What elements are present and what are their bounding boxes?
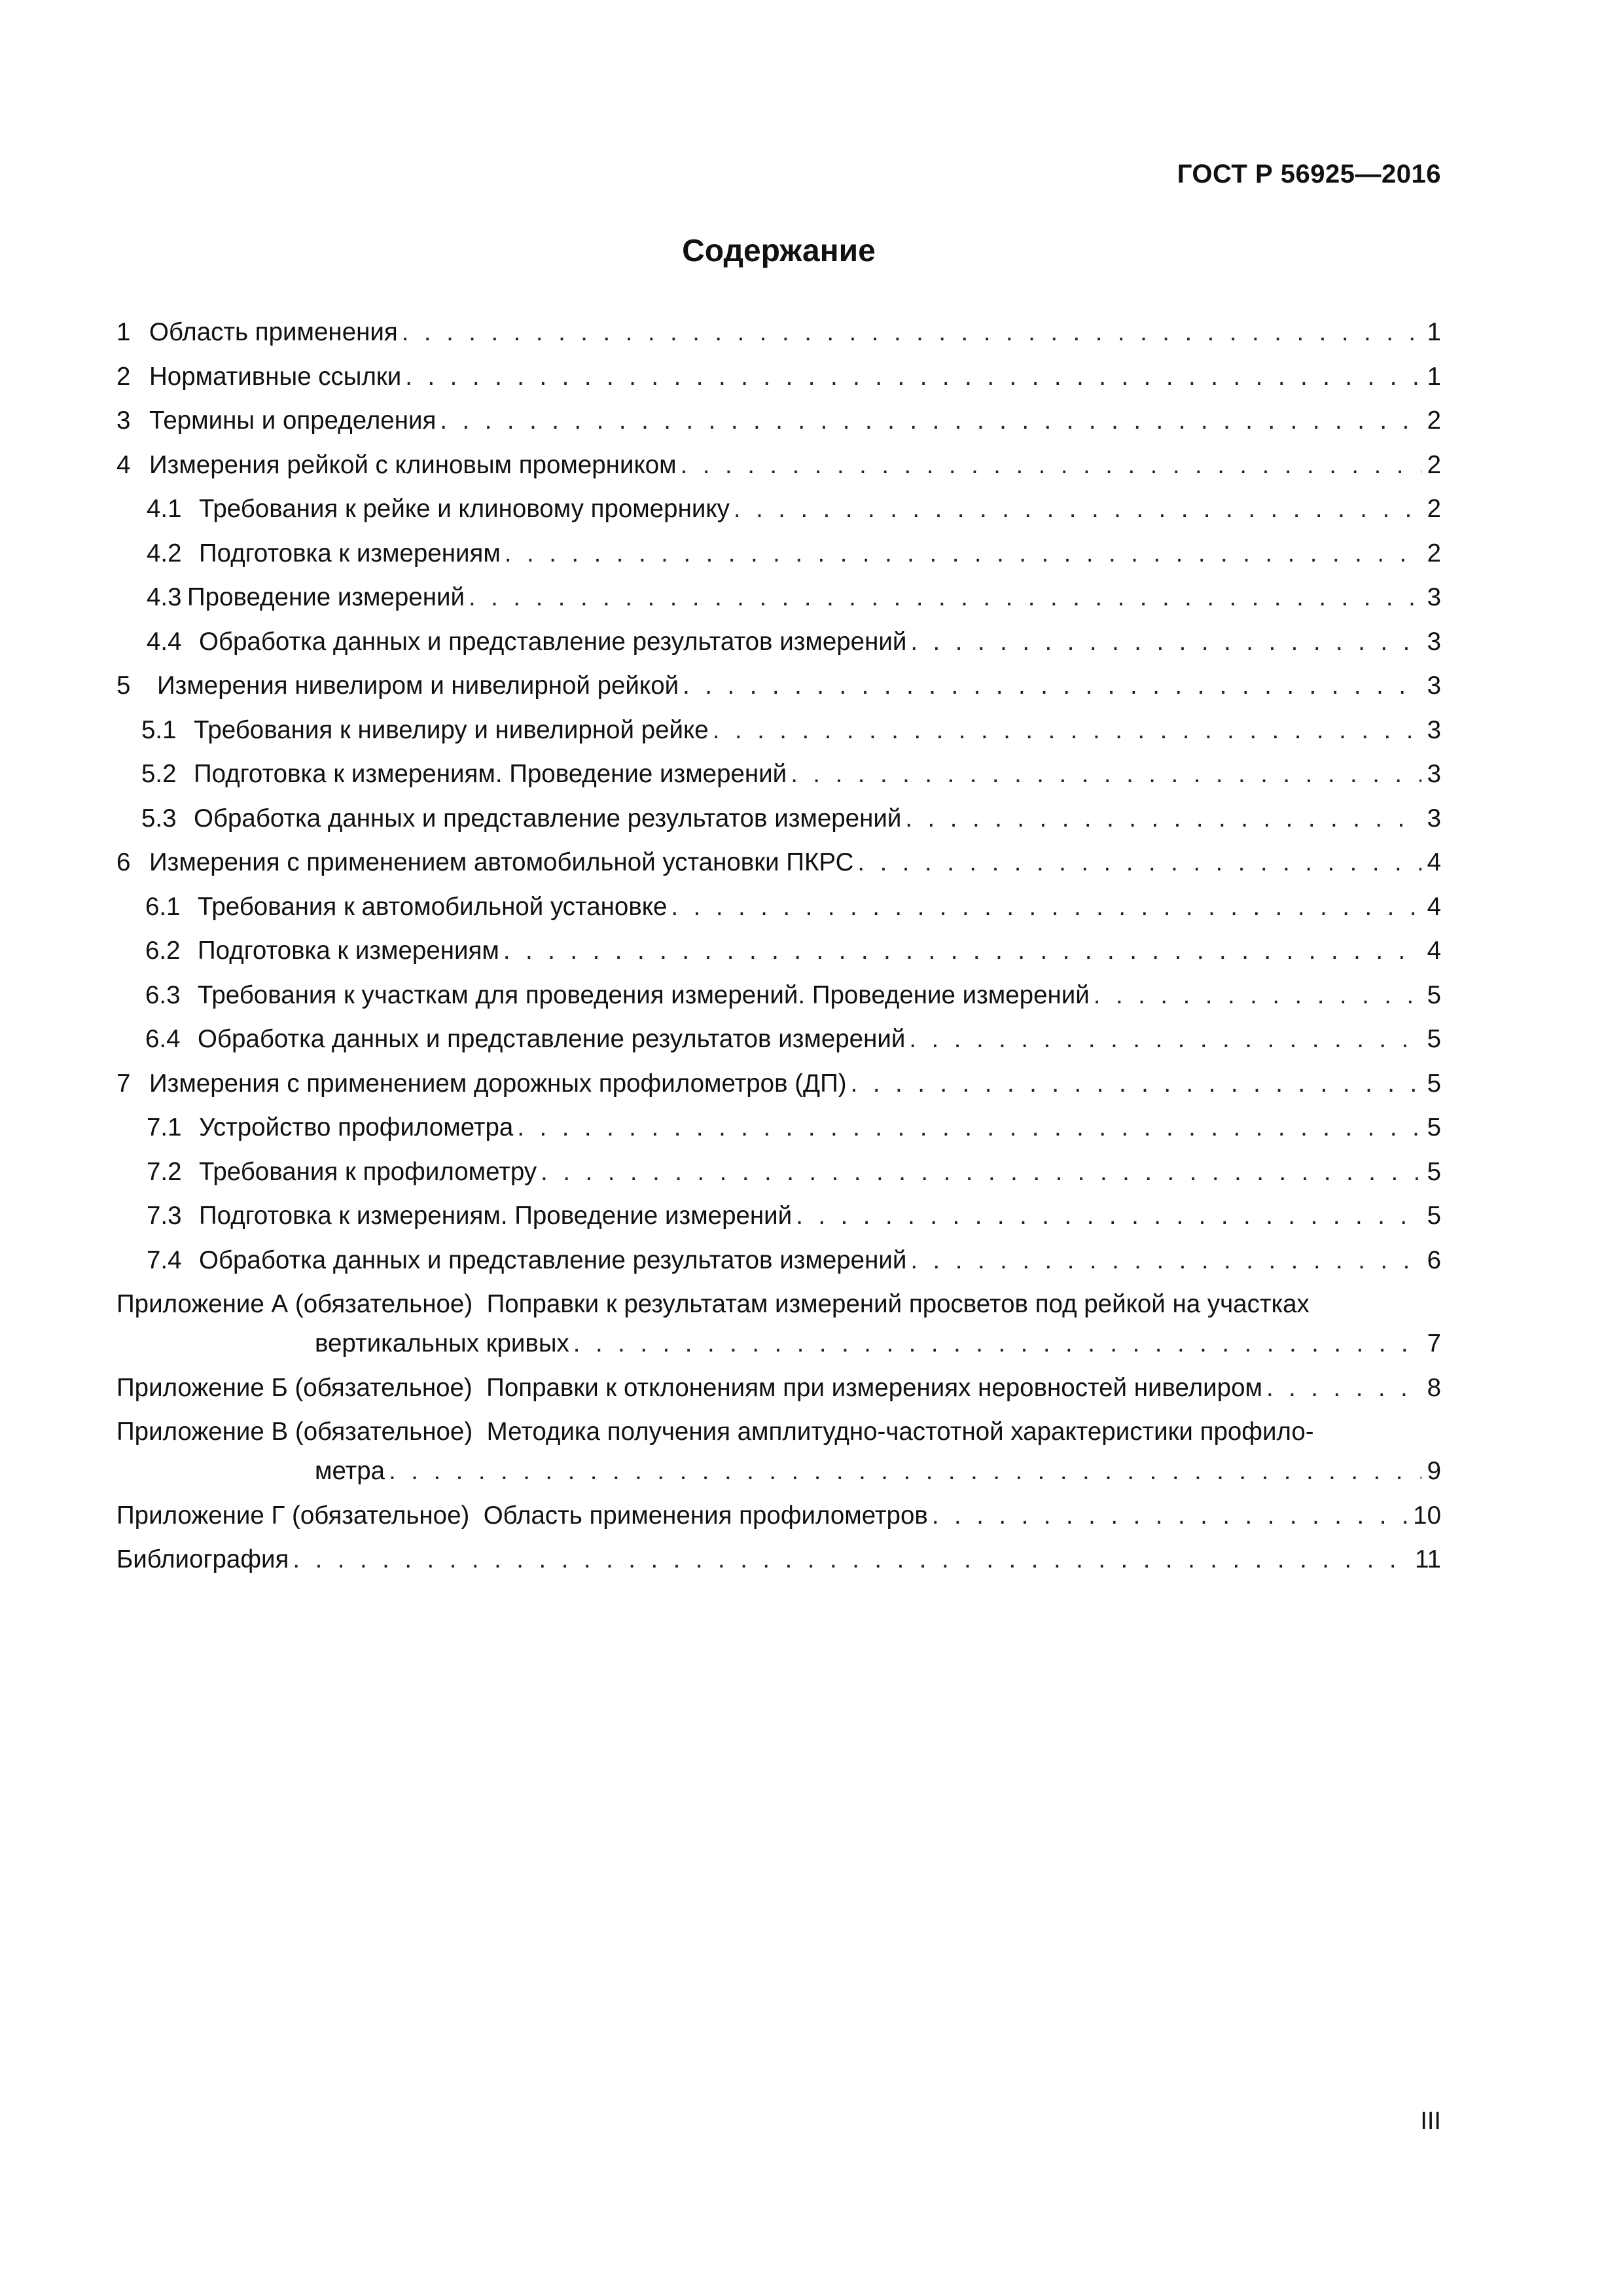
- dot-leader: [932, 1494, 1409, 1538]
- dot-leader: [851, 1062, 1421, 1106]
- toc-entry-number: 6.2: [145, 937, 181, 965]
- toc-entry[interactable]: [116, 797, 1441, 841]
- dot-leader: [909, 1017, 1421, 1062]
- toc-entry[interactable]: [116, 840, 1441, 885]
- dot-leader: [681, 443, 1421, 488]
- dot-leader: [541, 1150, 1421, 1194]
- toc-entry-title: Устройство профилометра: [199, 1113, 514, 1141]
- toc-entry-number: 6.3: [145, 980, 181, 1009]
- appendix-title: Область применения профилометров: [483, 1501, 928, 1530]
- toc-entry-page: 3: [1427, 583, 1441, 611]
- toc-entry[interactable]: [116, 399, 1441, 443]
- toc-entry-page: 5: [1427, 1202, 1441, 1230]
- toc-entry-number: 4.3: [147, 583, 182, 611]
- table-of-contents: [116, 310, 1441, 1582]
- toc-entry-number: 7.2: [147, 1157, 182, 1186]
- toc-entry[interactable]: [116, 1150, 1441, 1194]
- dot-leader: [796, 1194, 1421, 1238]
- toc-entry-page: 3: [1427, 760, 1441, 788]
- toc-entry-title: Требования к участкам для проведения измерений. Проведение измерений: [198, 980, 1090, 1009]
- toc-appendix-a[interactable]: [116, 1282, 1441, 1366]
- dot-leader: [734, 487, 1421, 531]
- dot-leader: [713, 708, 1421, 753]
- toc-entry-page: 2: [1427, 406, 1441, 435]
- toc-entry-number: 4.2: [147, 539, 182, 567]
- toc-entry[interactable]: [116, 1017, 1441, 1062]
- toc-entry-title: Измерения с применением автомобильной установки ПКРС: [149, 848, 854, 876]
- dot-leader: [503, 929, 1421, 973]
- toc-entry-page: 1: [1427, 362, 1441, 391]
- toc-entry-title: Термины и определения: [149, 406, 437, 435]
- appendix-title: Поправки к отклонениям при измерениях неровностей нивелиром: [486, 1373, 1262, 1402]
- toc-entry[interactable]: [116, 1105, 1441, 1150]
- appendix-first-line: [116, 1410, 1441, 1449]
- toc-entry-number: 5: [116, 672, 131, 700]
- toc-entry[interactable]: [116, 355, 1441, 399]
- toc-entry[interactable]: [116, 310, 1441, 355]
- dot-leader: [402, 310, 1421, 355]
- toc-bibliography[interactable]: [116, 1537, 1441, 1582]
- toc-entry-title: Подготовка к измерениям: [199, 539, 501, 567]
- toc-entry-number: 6: [116, 848, 131, 876]
- toc-entry-number: 7: [116, 1069, 131, 1098]
- toc-entry-number: 5.3: [141, 804, 177, 833]
- toc-entry-page: 3: [1427, 715, 1441, 744]
- toc-entry-page: 3: [1427, 804, 1441, 833]
- dot-leader: [440, 399, 1421, 443]
- toc-entry-page: 3: [1427, 672, 1441, 700]
- toc-entry-page: 4: [1427, 892, 1441, 921]
- toc-entry[interactable]: [116, 664, 1441, 708]
- toc-entry-number: 7.3: [147, 1202, 182, 1230]
- toc-entry[interactable]: [116, 708, 1441, 753]
- bibliography-title: Библиография: [116, 1545, 289, 1573]
- toc-entry-number: 6.4: [145, 1025, 181, 1053]
- toc-entry-page: 2: [1427, 495, 1441, 523]
- toc-entry-title: Подготовка к измерениям. Проведение измерений: [199, 1202, 793, 1230]
- toc-entry-number: 7.4: [147, 1246, 182, 1274]
- appendix-label: Приложение А (обязательное): [116, 1290, 473, 1318]
- toc-entry-page: 5: [1427, 1157, 1441, 1186]
- appendix-title: Методика получения амплитудно-частотной характеристики профило-: [486, 1418, 1314, 1446]
- toc-entry-number: 4.4: [147, 627, 182, 656]
- toc-entry[interactable]: [116, 973, 1441, 1018]
- toc-entry-number: 7.1: [147, 1113, 182, 1141]
- toc-entry[interactable]: [116, 929, 1441, 973]
- toc-entry-title: Измерения нивелиром и нивелирной рейкой: [157, 672, 679, 700]
- toc-entry[interactable]: [116, 575, 1441, 620]
- toc-entry-page: 1: [1427, 318, 1441, 346]
- dot-leader: [910, 620, 1421, 664]
- toc-entry-title: Обработка данных и представление результатов измерений: [198, 1025, 906, 1053]
- toc-entry-page: 4: [1427, 848, 1441, 876]
- toc-entry-title: Обработка данных и представление результатов измерений: [199, 627, 907, 656]
- appendix-first-line: [116, 1282, 1441, 1321]
- appendix-label: Приложение Г (обязательное): [116, 1501, 470, 1530]
- toc-entry-title: Требования к автомобильной установке: [198, 892, 668, 921]
- toc-entry-number: 5.2: [141, 760, 177, 788]
- toc-entry-title: Требования к нивелиру и нивелирной рейке: [194, 715, 709, 744]
- document-code: ГОСТ Р 56925—2016: [1177, 160, 1441, 188]
- toc-entry-page: 5: [1427, 980, 1441, 1009]
- toc-entry-number: 6.1: [145, 892, 181, 921]
- appendix-label: Приложение В (обязательное): [116, 1418, 473, 1446]
- toc-entry-title: Подготовка к измерениям. Проведение измерений: [194, 760, 787, 788]
- toc-entry-page: 4: [1427, 937, 1441, 965]
- toc-entry-page: 5: [1427, 1113, 1441, 1141]
- toc-entry-page: 5: [1427, 1069, 1441, 1098]
- toc-appendix-b[interactable]: [116, 1366, 1441, 1410]
- toc-entry[interactable]: [116, 1062, 1441, 1106]
- toc-appendix-g[interactable]: [116, 1494, 1441, 1538]
- toc-entry[interactable]: [116, 487, 1441, 531]
- toc-entry-title: Требования к рейке и клиновому промернику: [199, 495, 730, 523]
- appendix-second-line: [116, 1449, 1441, 1494]
- dot-leader: [683, 664, 1421, 708]
- toc-entry-page: 2: [1427, 450, 1441, 479]
- dot-leader: [910, 1238, 1421, 1283]
- dot-leader: [791, 752, 1421, 797]
- dot-leader: [293, 1537, 1411, 1582]
- dot-leader: [505, 531, 1421, 576]
- toc-entry[interactable]: [116, 1238, 1441, 1283]
- toc-entry-page: 9: [1427, 1457, 1441, 1485]
- toc-entry-title: Подготовка к измерениям: [198, 937, 499, 965]
- page-number: III: [1420, 2108, 1441, 2135]
- toc-entry-number: 2: [116, 362, 131, 391]
- toc-entry-number: 1: [116, 318, 131, 346]
- toc-entry-number: 4.1: [147, 495, 182, 523]
- toc-entry-title: Обработка данных и представление результатов измерений: [199, 1246, 907, 1274]
- toc-entry[interactable]: [116, 531, 1441, 576]
- appendix-title-continued: метра: [315, 1457, 385, 1485]
- toc-entry-title: Область применения: [149, 318, 398, 346]
- toc-entry-title: Проведение измерений: [187, 583, 465, 611]
- toc-appendix-v[interactable]: [116, 1410, 1441, 1494]
- dot-leader: [905, 797, 1421, 841]
- toc-title: Содержание: [682, 234, 876, 268]
- toc-entry-title: Измерения рейкой с клиновым промерником: [149, 450, 677, 479]
- toc-entry-page: 10: [1413, 1501, 1441, 1530]
- toc-entry[interactable]: [116, 443, 1441, 488]
- dot-leader: [405, 355, 1421, 399]
- appendix-title: Поправки к результатам измерений просветов под рейкой на участках: [486, 1290, 1310, 1318]
- toc-entry-number: 5.1: [141, 715, 177, 744]
- toc-entry[interactable]: [116, 1194, 1441, 1238]
- toc-entry[interactable]: [116, 620, 1441, 664]
- appendix-title-continued: вертикальных кривых: [315, 1329, 569, 1357]
- toc-entry-title: Требования к профилометру: [199, 1157, 537, 1186]
- toc-entry-page: 7: [1427, 1329, 1441, 1357]
- toc-entry[interactable]: [116, 752, 1441, 797]
- dot-leader: [1266, 1366, 1421, 1410]
- toc-entry-page: 5: [1427, 1025, 1441, 1053]
- toc-entry-page: 3: [1427, 627, 1441, 656]
- toc-entry-page: 2: [1427, 539, 1441, 567]
- dot-leader: [469, 575, 1421, 620]
- dot-leader: [573, 1321, 1421, 1366]
- toc-entry-title: Обработка данных и представление результатов измерений: [194, 804, 902, 833]
- dot-leader: [517, 1105, 1421, 1150]
- toc-entry-page: 8: [1427, 1373, 1441, 1402]
- toc-entry-page: 11: [1415, 1545, 1441, 1573]
- dot-leader: [1094, 973, 1421, 1018]
- dot-leader: [389, 1449, 1421, 1494]
- toc-entry-title: Измерения с применением дорожных профилометров (ДП): [149, 1069, 847, 1098]
- toc-entry-number: 3: [116, 406, 131, 435]
- toc-entry[interactable]: [116, 885, 1441, 929]
- dot-leader: [857, 840, 1421, 885]
- appendix-label: Приложение Б (обязательное): [116, 1373, 473, 1402]
- dot-leader: [671, 885, 1421, 929]
- toc-entry-title: Нормативные ссылки: [149, 362, 402, 391]
- toc-entry-page: 6: [1427, 1246, 1441, 1274]
- toc-entry-number: 4: [116, 450, 131, 479]
- appendix-second-line: [116, 1321, 1441, 1366]
